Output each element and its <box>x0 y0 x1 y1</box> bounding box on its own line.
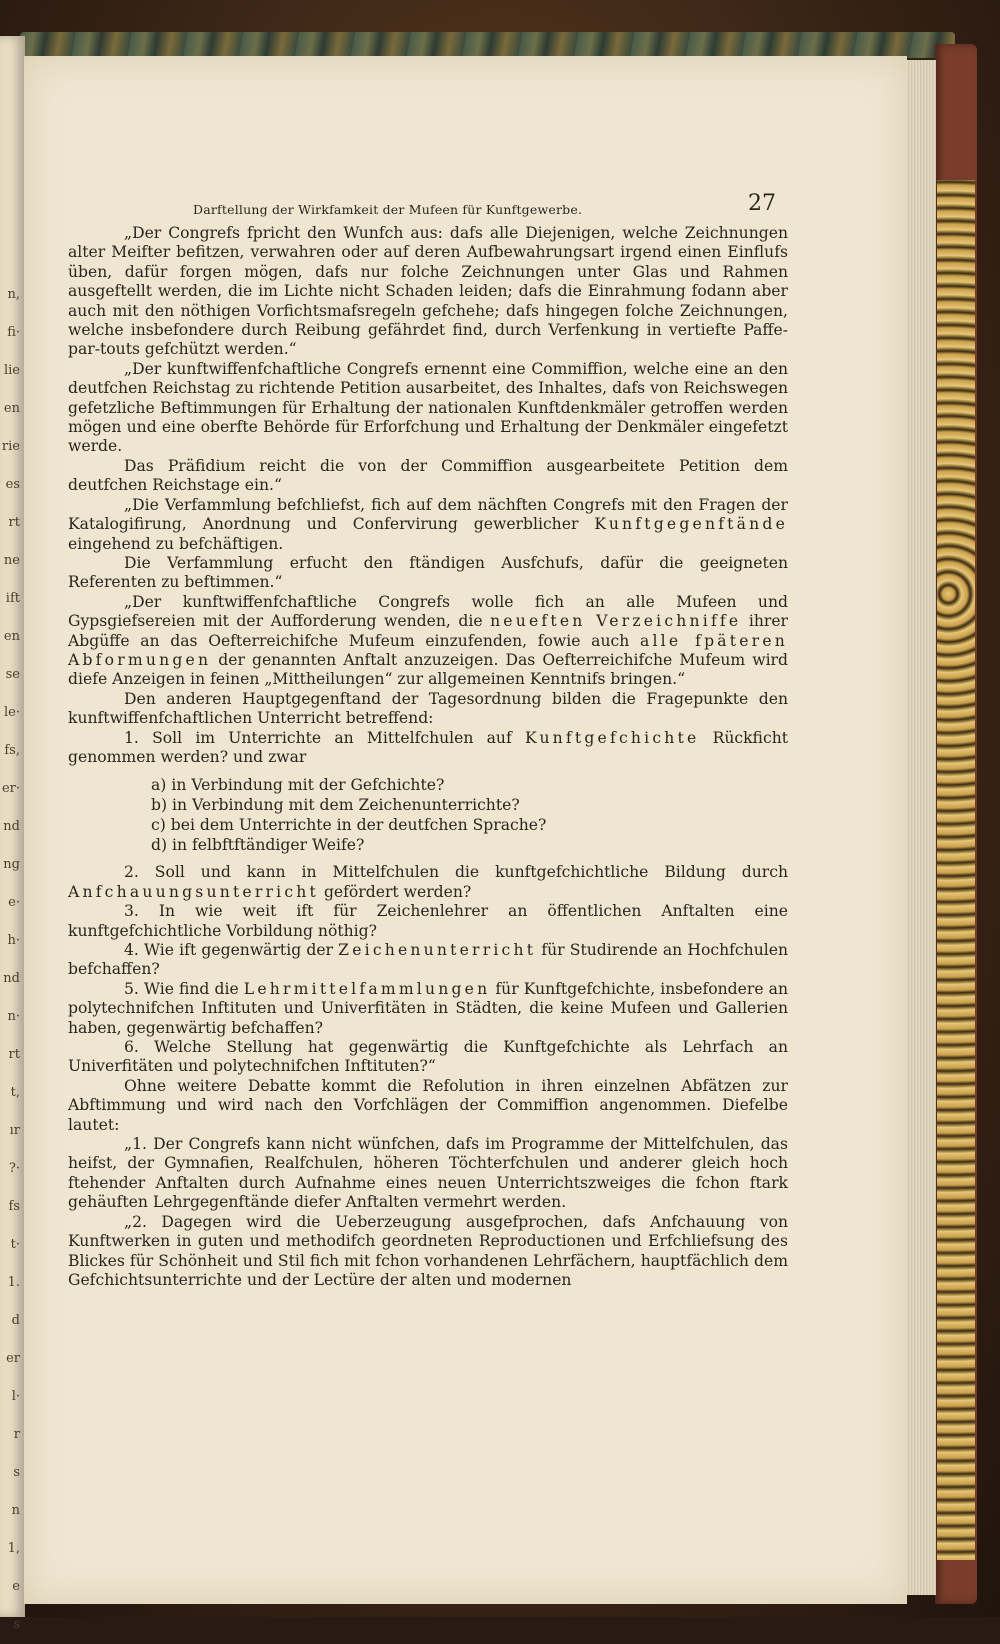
question-5 <box>68 980 788 1038</box>
resolution-1: „1. Der Congrefs kann nicht wünfchen, dafs im Programme der Mittelfchulen, das heifst, der Gymnafien, Realfchulen, höheren Töchterfchulen und anderer gleich hoch ftehender Anftalten durch Aufnahme eines neuen Unterrichtszweiges die fchon ftark gehäuften Lehrgegenftände diefer Anftalten vermehrt werden. <box>68 1135 788 1212</box>
spaced-text: Zeichenunterricht <box>338 941 537 959</box>
margin-fragment: 1. <box>7 1275 20 1290</box>
margin-fragment: d <box>11 1313 20 1328</box>
margin-fragment: en <box>3 629 20 644</box>
spaced-text: Kunftgefchichte <box>524 728 700 747</box>
margin-fragment: rie <box>1 439 20 454</box>
text-run: 4. Wie ift gegenwärtig der <box>124 941 339 959</box>
text-run: 2. Soll und kann in Mittelfchulen die kunftgefchichtliche Bildung durch <box>124 863 788 882</box>
book-page <box>24 56 907 1604</box>
margin-fragment: t, <box>10 1085 20 1100</box>
spaced-text: neueften Verzeichniffe <box>490 612 742 631</box>
margin-fragment: le· <box>4 705 20 720</box>
text-run: „Der kunftwiffenfchaftliche Congrefs wolle fich an alle Mufeen und Gypsgiefsereien mit der Aufforderung wenden, die <box>68 592 788 631</box>
margin-fragment: ne <box>3 553 20 568</box>
paragraph: Den anderen Hauptgegenftand der Tagesordnung bilden die Fragepunkte den kunftwiffenfchaftlichen Unterricht betreffend: <box>68 689 788 728</box>
text-run: ihrer Abgüffe an das Oefterreichifche Mufeum einzufenden, fowie auch <box>68 612 789 650</box>
margin-fragment: h· <box>7 933 20 948</box>
paragraph: Das Präfidium reicht die von der Commiffion ausgearbeitete Petition dem deutfchen Reichstage ein.“ <box>68 456 788 495</box>
text-run: für Kunftgefchichte, insbefondere an polytechnifchen Inftituten und Univerfitäten in Städten, die keine Mufeen und Gallerien haben, gegenwärtig befchaffen? <box>68 979 788 1037</box>
margin-fragment: er· <box>1 781 20 796</box>
text-run: gefördert werden? <box>318 882 472 901</box>
text-run: „Die Verfammlung befchliefst, fich auf dem nächften Congrefs mit den Fragen der Katalogifirung, Anordnung und Confervirung gewerblicher <box>68 495 788 534</box>
margin-fragment: lie <box>3 363 20 378</box>
margin-fragment: en <box>3 401 20 416</box>
marbled-cover-top <box>20 32 955 58</box>
margin-fragment: n· <box>7 1009 20 1024</box>
page-number: 27 <box>748 191 776 216</box>
marbled-endpaper <box>937 180 975 1560</box>
question-2 <box>68 863 788 902</box>
paragraph: „Der Congrefs fpricht den Wunfch aus: dafs alle Diejenigen, welche Zeichnungen alter Meifter befitzen, verwahren oder auf deren Aufbewahrungsart irgend einen Einflufs üben, dafür forgen mögen, dafs nur folche Zeichnungen unter Glas und Rahmen ausgeftellt werden, die im Lichte nicht Schaden leiden; dafs die Einrahmung fodann aber auch mit den nöthigen Vorfichtsmafsregeln gefchehe; dafs hingegen folche Zeichnungen, welche insbefondere durch Reibung gefährdet find, durch Verfenkung in vertiefte Paffe-par-touts gefchützt werden.“ <box>68 224 788 359</box>
paragraph: Ohne weitere Debatte kommt die Refolution in ihren einzelnen Abfätzen zur Abftimmung und wird nach den Vorfchlägen der Commiffion angenommen. Diefelbe lautet: <box>68 1076 788 1134</box>
question-4 <box>68 941 788 980</box>
question-3: 3. In wie weit ift für Zeichenlehrer an öffentlichen Anftalten eine kunftgefchichtliche Vorbildung nöthig? <box>68 902 788 940</box>
margin-fragment: e <box>12 1579 20 1594</box>
text-run: eingehend zu befchäftigen. <box>68 534 284 553</box>
text-run: für Studirende an Hochfchulen befchaffen? <box>68 941 788 979</box>
margin-fragment: nd <box>3 971 20 986</box>
margin-fragment: es <box>5 477 20 492</box>
margin-fragment: rt <box>8 1047 20 1062</box>
margin-fragment: ift <box>5 591 20 606</box>
margin-fragment: l· <box>11 1389 20 1404</box>
margin-fragment: n, <box>7 287 20 302</box>
margin-fragment: e· <box>8 895 20 910</box>
spaced-text: alle fpäteren Abformungen <box>68 631 788 669</box>
margin-fragment: fi· <box>7 325 20 340</box>
sub-question-list <box>68 775 788 855</box>
margin-fragment: ır <box>9 1123 20 1138</box>
spaced-text: Kunftgegenftände <box>594 515 788 534</box>
paragraph: „Der kunftwiffenfchaftliche Congrefs ernennt eine Commiffion, welche eine an den deutfchen Reichstag zu richtende Petition ausarbeitet, des Inhaltes, dafs von Reichswegen gefetzliche Beftimmungen für Erhaltung der nationalen Kunftdenkmäler getroffen werden mögen und eine oberfte Behörde für Erforfchung und Erhaltung der Denkmäler eingefetzt werde. <box>68 359 788 456</box>
sub-question: d) in felbftftändiger Weife? <box>151 836 365 855</box>
margin-fragment: n <box>11 1503 20 1518</box>
resolution-2: „2. Dagegen wird die Ueberzeugung ausgefprochen, dafs Anfchauung von Kunftwerken in guten und methodifch geordneten Reproductionen und Erfchliefsung des Blickes für Schönheit und Stil fich mit fchon vorhandenen Lehrfächern, hauptfächlich dem Gefchichtsunterrichte und der Lectüre der alten und modernen <box>68 1212 788 1289</box>
text-run: der genannten Anftalt anzuzeigen. Das Oefterreichifche Mufeum wird diefe Anzeigen in feinen „Mittheilungen“ zur allgemeinen Kenntnifs bringen.“ <box>68 650 788 689</box>
sub-question: b) in Verbindung mit dem Zeichenunterrichte? <box>151 796 520 815</box>
text-run: 5. Wie find die <box>124 979 244 998</box>
question-6: 6. Welche Stellung hat gegenwärtig die Kunftgefchichte als Lehrfach an Univerfitäten und polytechnifchen Inftituten?“ <box>68 1038 788 1076</box>
previous-page-edge <box>0 36 25 1632</box>
margin-fragment: s <box>13 1617 20 1632</box>
text-run: Rückficht genommen werden? und zwar <box>68 728 788 766</box>
margin-fragment: 1, <box>7 1541 20 1556</box>
margin-fragment: r <box>13 1427 20 1442</box>
running-head: Darftellung der Wirkfamkeit der Mufeen für Kunftgewerbe. <box>193 202 583 217</box>
page-content <box>68 191 789 1290</box>
spaced-text: Anfchauungsunterricht <box>68 882 319 901</box>
paragraph <box>68 496 788 554</box>
margin-fragment: rt <box>8 515 20 530</box>
margin-fragment: fs, <box>4 743 20 758</box>
margin-fragment: se <box>5 667 20 682</box>
page-header <box>68 191 788 224</box>
margin-fragment: er <box>6 1351 20 1366</box>
sub-question: c) bei dem Unterrichte in der deutfchen Sprache? <box>151 816 547 835</box>
sub-question: a) in Verbindung mit der Gefchichte? <box>151 776 445 795</box>
margin-fragments <box>0 276 24 1644</box>
paragraph <box>68 593 788 690</box>
margin-fragment: ?· <box>8 1161 20 1176</box>
spaced-text: Lehrmittelfammlungen <box>243 979 491 998</box>
paragraph: Die Verfammlung erfucht den ftändigen Ausfchufs, dafür die geeigneten Referenten zu beftimmen.“ <box>68 553 788 592</box>
margin-fragment: s <box>13 1465 20 1480</box>
margin-fragment: ng <box>3 857 20 872</box>
margin-fragment: nd <box>3 819 20 834</box>
margin-fragment: fs <box>8 1199 20 1214</box>
page-block-edge <box>905 60 936 1595</box>
text-run: 1. Soll im Unterrichte an Mittelfchulen auf <box>124 728 525 747</box>
question-1 <box>68 729 788 768</box>
margin-fragment: t· <box>10 1237 20 1252</box>
